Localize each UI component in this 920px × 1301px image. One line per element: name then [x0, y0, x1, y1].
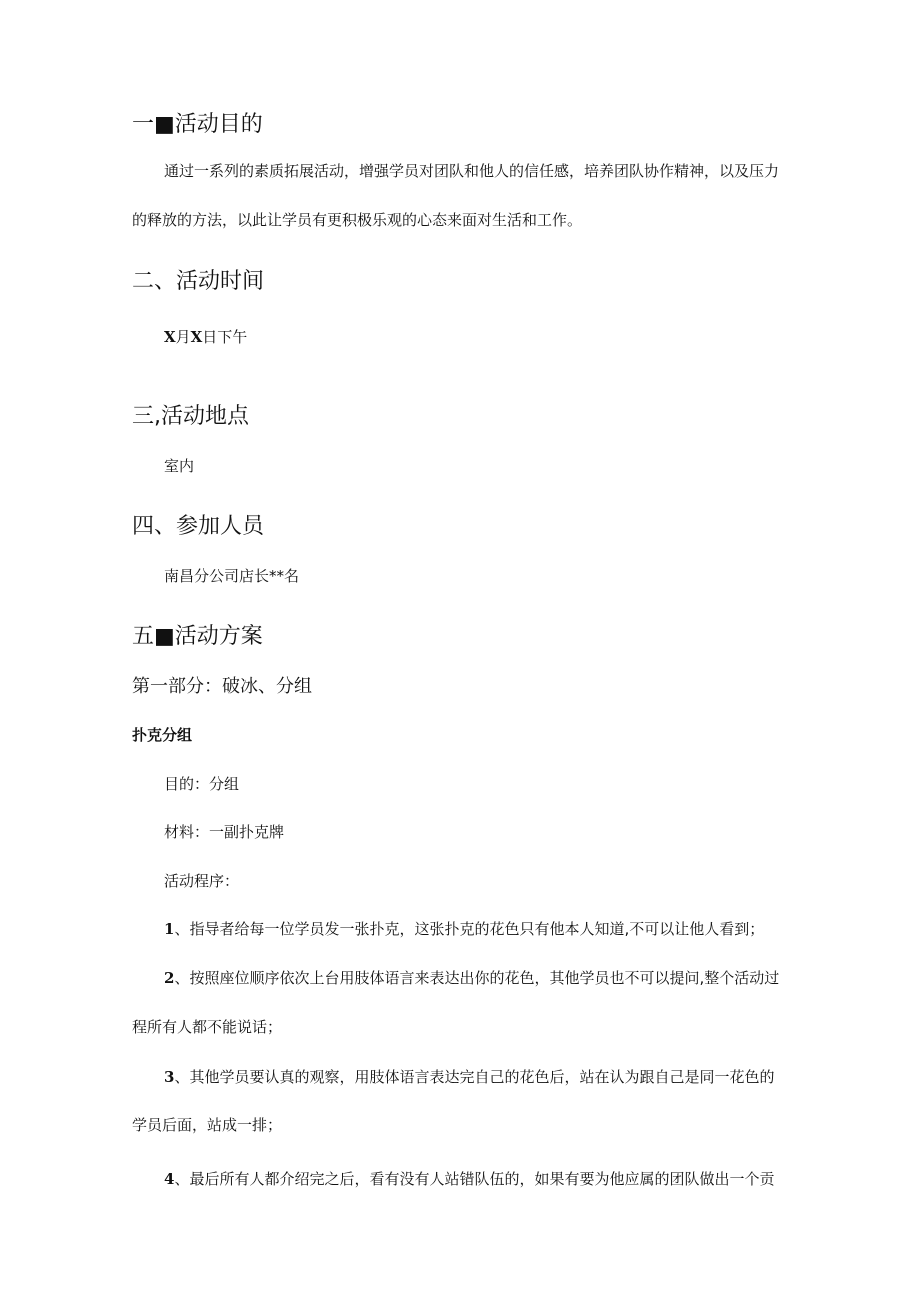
- activity-location: 室内: [164, 457, 195, 475]
- step-number: 4: [164, 1170, 175, 1188]
- activity-time: [164, 330, 247, 345]
- activity-materials: 材料：一副扑克牌: [164, 823, 285, 841]
- procedure-step-3: [164, 1070, 774, 1085]
- step-number: 2: [164, 969, 175, 987]
- step-text: 、按照座位顺序依次上台用肢体语言来表达出你的花色，其他学员也不可以提问,整个活动过: [174, 969, 780, 987]
- step-text: 、最后所有人都介绍完之后，看有没有人站错队伍的，如果有要为他应属的团队做出一个贡: [174, 1170, 775, 1188]
- part-one-title: 第一部分：破冰、分组: [132, 676, 312, 697]
- step-number: 3: [164, 1068, 175, 1086]
- step-number: 1: [164, 920, 175, 938]
- purpose-paragraph-line-1: 通过一系列的素质拓展活动，增强学员对团队和他人的信任感，培养团队协作精神，以及压力: [164, 162, 780, 180]
- step-text: 、其他学员要认真的观察，用肢体语言表达完自己的花色后，站在认为跟自己是同一花色的: [174, 1068, 775, 1086]
- time-day-placeholder: X: [190, 328, 203, 346]
- section-heading-plan: 五■活动方案: [132, 624, 263, 649]
- procedure-step-2: [164, 971, 779, 986]
- participants: 南昌分公司店长**名: [164, 567, 300, 585]
- procedure-label: 活动程序：: [164, 872, 240, 890]
- time-day-label: 日下午: [202, 328, 248, 346]
- time-month-placeholder: X: [164, 328, 176, 346]
- time-month-label: 月: [175, 328, 191, 346]
- section-heading-participants: 四、参加人员: [132, 514, 265, 539]
- section-heading-location: 三,活动地点: [132, 404, 249, 429]
- section-heading-purpose: 一■活动目的: [132, 112, 263, 137]
- procedure-step-4: [164, 1172, 774, 1187]
- section-heading-time: 二、活动时间: [132, 269, 265, 294]
- step-text: 、指导者给每一位学员发一张扑克，这张扑克的花色只有他本人知道,不可以让他人看到；: [174, 920, 765, 938]
- procedure-step-3-continuation: 学员后面，站成一排；: [132, 1116, 283, 1134]
- purpose-paragraph-line-2: 的释放的方法，以此让学员有更积极乐观的心态来面对生活和工作。: [132, 211, 583, 229]
- procedure-step-2-continuation: 程所有人都不能说话；: [132, 1018, 283, 1036]
- activity-title: 扑克分组: [132, 726, 193, 744]
- procedure-step-1: [164, 922, 764, 937]
- activity-purpose: 目的：分组: [164, 775, 240, 793]
